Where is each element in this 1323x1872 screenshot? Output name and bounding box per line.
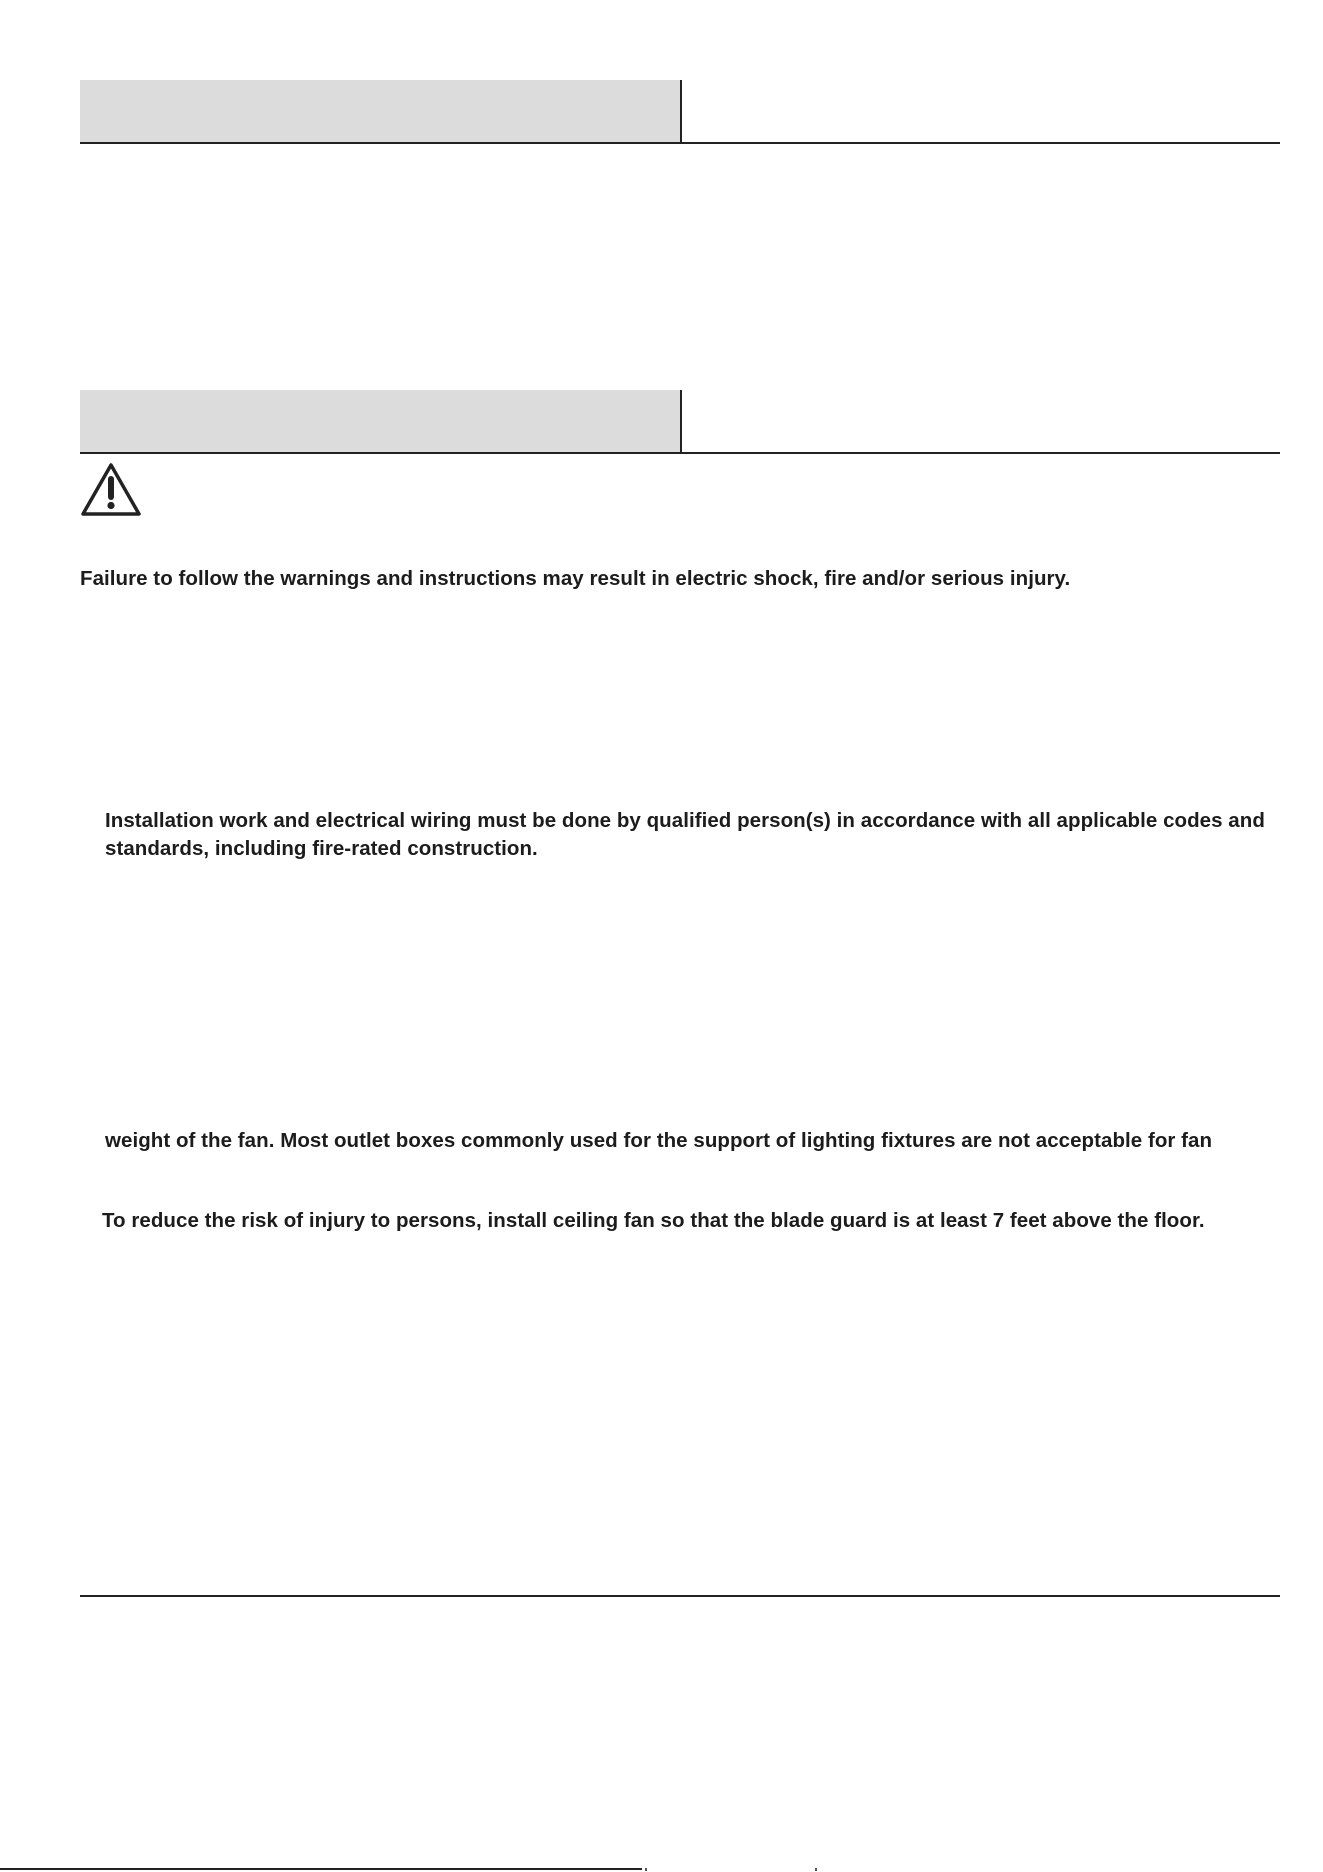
section-header-2: [80, 390, 1280, 454]
outlet-box-warning-text: weight of the fan. Most outlet boxes commonly used for the support of lighting fixtures are not acceptable for fan: [105, 1129, 1213, 1152]
footer-divider: [80, 1595, 1280, 1597]
section-header-1: [80, 80, 1280, 144]
bottom-edge-mark: [815, 1868, 817, 1871]
installation-warning-line-2: standards, including fire-rated construction.: [105, 837, 538, 860]
warning-intro-text: Failure to follow the warnings and instructions may result in electric shock, fire and/or serious injury.: [80, 567, 1071, 590]
section-header-1-shade: [80, 80, 682, 142]
warning-triangle-icon: [80, 462, 142, 518]
bottom-edge-rule: [0, 1868, 642, 1870]
bottom-edge-mark: [645, 1868, 647, 1871]
blade-guard-warning-text: To reduce the risk of injury to persons, install ceiling fan so that the blade guard is at least 7 feet above the floor.: [102, 1209, 1205, 1232]
section-header-2-shade: [80, 390, 682, 452]
installation-warning-line-1: Installation work and electrical wiring must be done by qualified person(s) in accordance with all applicable codes and: [105, 809, 1265, 832]
